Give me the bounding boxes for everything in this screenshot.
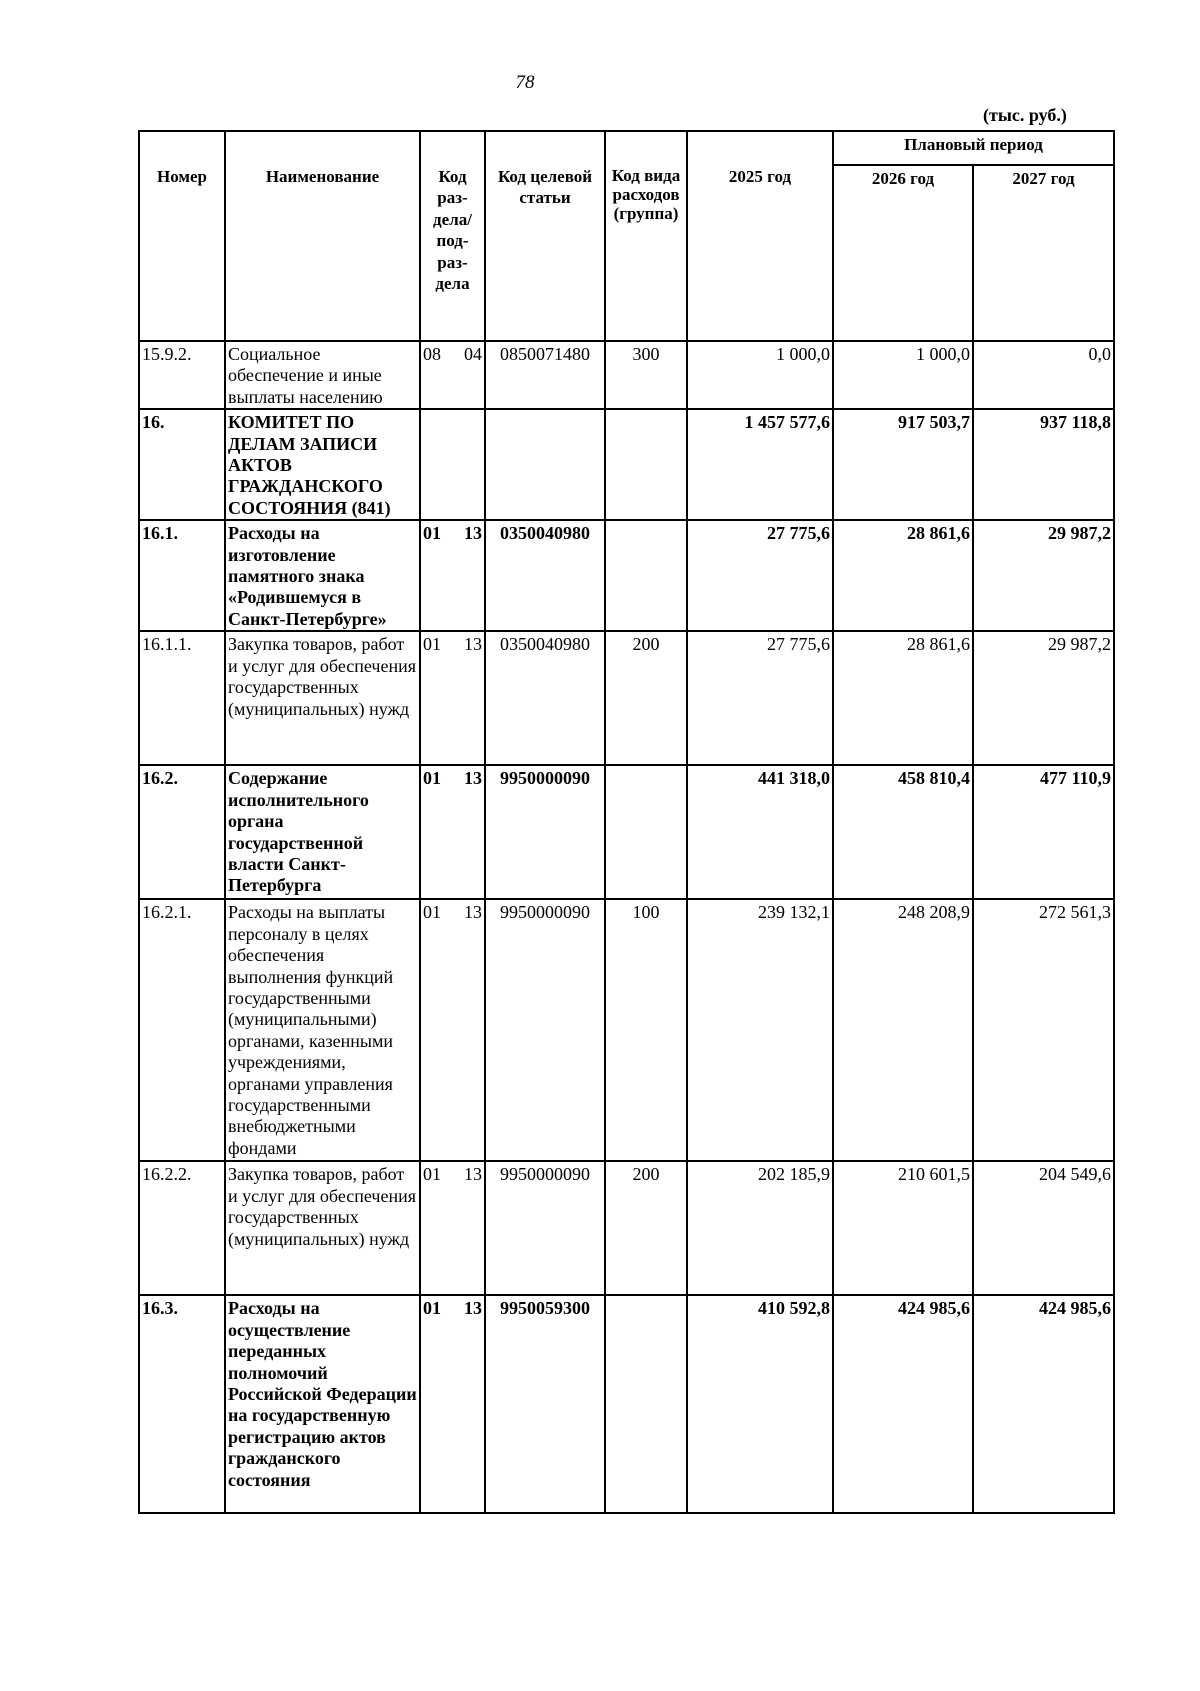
- razdel-code: 01: [423, 523, 441, 544]
- row-amount-2025: 410 592,8: [687, 1295, 833, 1513]
- row-number: 16.1.: [139, 520, 225, 631]
- budget-table: [138, 130, 1115, 1514]
- row-name: Закупка товаров, работ и услуг для обеспечения государственных (муниципальных) нужд: [225, 1161, 420, 1295]
- table-row: [139, 1295, 1114, 1513]
- row-amount-2025: 27 775,6: [687, 631, 833, 765]
- row-name: Закупка товаров, работ и услуг для обеспечения государственных (муниципальных) нужд: [225, 631, 420, 765]
- row-expense-group: [605, 409, 687, 520]
- row-target-code: [485, 409, 605, 520]
- row-amount-2027: 272 561,3: [973, 899, 1114, 1161]
- row-target-code: 0350040980: [485, 631, 605, 765]
- row-name: Расходы на выплаты персоналу в целях обеспечения выполнения функций государственными (муниципальными) органами, казенными учреждениями, органами управления государственными внебюджетными фондами: [225, 899, 420, 1161]
- row-section-code: [420, 765, 485, 899]
- razdel-code: 01: [423, 1164, 441, 1185]
- table-row: [139, 631, 1114, 765]
- row-target-code: 9950000090: [485, 899, 605, 1161]
- row-expense-group: [605, 1295, 687, 1513]
- row-amount-2027: 29 987,2: [973, 631, 1114, 765]
- row-section-code: [420, 631, 485, 765]
- row-section-code: [420, 409, 485, 520]
- row-amount-2026: 28 861,6: [833, 520, 973, 631]
- row-target-code: 9950000090: [485, 1161, 605, 1295]
- row-name: Расходы на осуществление переданных полномочий Российской Федерации на государственную регистрацию актов гражданского состояния: [225, 1295, 420, 1513]
- row-name: Расходы на изготовление памятного знака «Родившемуся в Санкт-Петербурге»: [225, 520, 420, 631]
- row-amount-2027: 424 985,6: [973, 1295, 1114, 1513]
- row-expense-group: 200: [605, 631, 687, 765]
- header-section: Код раз- дела/ под- раз- дела: [420, 131, 485, 341]
- podrazdel-code: 13: [464, 902, 482, 923]
- row-target-code: 0350040980: [485, 520, 605, 631]
- row-amount-2027: 937 118,8: [973, 409, 1114, 520]
- header-target: Код целевой статьи: [485, 131, 605, 341]
- row-expense-group: [605, 520, 687, 631]
- header-2026: 2026 год: [833, 165, 973, 341]
- razdel-code: 01: [423, 902, 441, 923]
- row-amount-2026: 210 601,5: [833, 1161, 973, 1295]
- row-number: 16.1.1.: [139, 631, 225, 765]
- row-amount-2027: 0,0: [973, 341, 1114, 409]
- row-name: Содержание исполнительного органа государственной власти Санкт-Петербурга: [225, 765, 420, 899]
- row-number: 16.2.2.: [139, 1161, 225, 1295]
- row-expense-group: 100: [605, 899, 687, 1161]
- row-amount-2025: 441 318,0: [687, 765, 833, 899]
- table-row: [139, 409, 1114, 520]
- row-number: 16.2.: [139, 765, 225, 899]
- table-row: [139, 899, 1114, 1161]
- row-amount-2025: 239 132,1: [687, 899, 833, 1161]
- row-number: 16.: [139, 409, 225, 520]
- razdel-code: 08: [423, 344, 441, 364]
- podrazdel-code: 13: [464, 1164, 482, 1185]
- podrazdel-code: 13: [464, 634, 482, 655]
- row-amount-2027: 29 987,2: [973, 520, 1114, 631]
- header-2027: 2027 год: [973, 165, 1114, 341]
- header-exp-type: Код вида расходов (группа): [605, 131, 687, 341]
- podrazdel-code: 04: [464, 344, 482, 364]
- row-amount-2026: 917 503,7: [833, 409, 973, 520]
- units-label: (тыс. руб.): [983, 105, 1067, 125]
- row-section-code: [420, 1161, 485, 1295]
- row-amount-2025: 27 775,6: [687, 520, 833, 631]
- row-target-code: 0850071480: [485, 341, 605, 409]
- page-number: 78: [515, 72, 535, 93]
- podrazdel-code: 13: [464, 768, 482, 789]
- row-name: Социальное обеспечение и иные выплаты населению: [225, 341, 420, 409]
- row-expense-group: 200: [605, 1161, 687, 1295]
- row-section-code: [420, 1295, 485, 1513]
- header-number: Номер: [139, 131, 225, 341]
- row-number: 15.9.2.: [139, 341, 225, 409]
- header-2025: 2025 год: [687, 131, 833, 341]
- row-section-code: [420, 520, 485, 631]
- row-target-code: 9950059300: [485, 1295, 605, 1513]
- podrazdel-code: 13: [464, 1298, 482, 1319]
- row-number: 16.3.: [139, 1295, 225, 1513]
- table-body: [139, 341, 1114, 1513]
- razdel-code: 01: [423, 1298, 441, 1319]
- table-row: [139, 765, 1114, 899]
- table-row: [139, 520, 1114, 631]
- row-amount-2026: 28 861,6: [833, 631, 973, 765]
- row-name: КОМИТЕТ ПО ДЕЛАМ ЗАПИСИ АКТОВ ГРАЖДАНСКОГО СОСТОЯНИЯ (841): [225, 409, 420, 520]
- row-number: 16.2.1.: [139, 899, 225, 1161]
- row-amount-2026: 1 000,0: [833, 341, 973, 409]
- row-section-code: [420, 341, 485, 409]
- table-row: [139, 1161, 1114, 1295]
- row-expense-group: 300: [605, 341, 687, 409]
- row-section-code: [420, 899, 485, 1161]
- row-amount-2027: 204 549,6: [973, 1161, 1114, 1295]
- row-amount-2025: 202 185,9: [687, 1161, 833, 1295]
- header-planned-period: Плановый период: [833, 131, 1114, 165]
- row-amount-2027: 477 110,9: [973, 765, 1114, 899]
- razdel-code: 01: [423, 634, 441, 655]
- row-amount-2025: 1 457 577,6: [687, 409, 833, 520]
- razdel-code: 01: [423, 768, 441, 789]
- header-name: Наименование: [225, 131, 420, 341]
- podrazdel-code: 13: [464, 523, 482, 544]
- row-target-code: 9950000090: [485, 765, 605, 899]
- row-amount-2026: 424 985,6: [833, 1295, 973, 1513]
- row-amount-2026: 248 208,9: [833, 899, 973, 1161]
- row-expense-group: [605, 765, 687, 899]
- row-amount-2026: 458 810,4: [833, 765, 973, 899]
- table-row: [139, 341, 1114, 409]
- row-amount-2025: 1 000,0: [687, 341, 833, 409]
